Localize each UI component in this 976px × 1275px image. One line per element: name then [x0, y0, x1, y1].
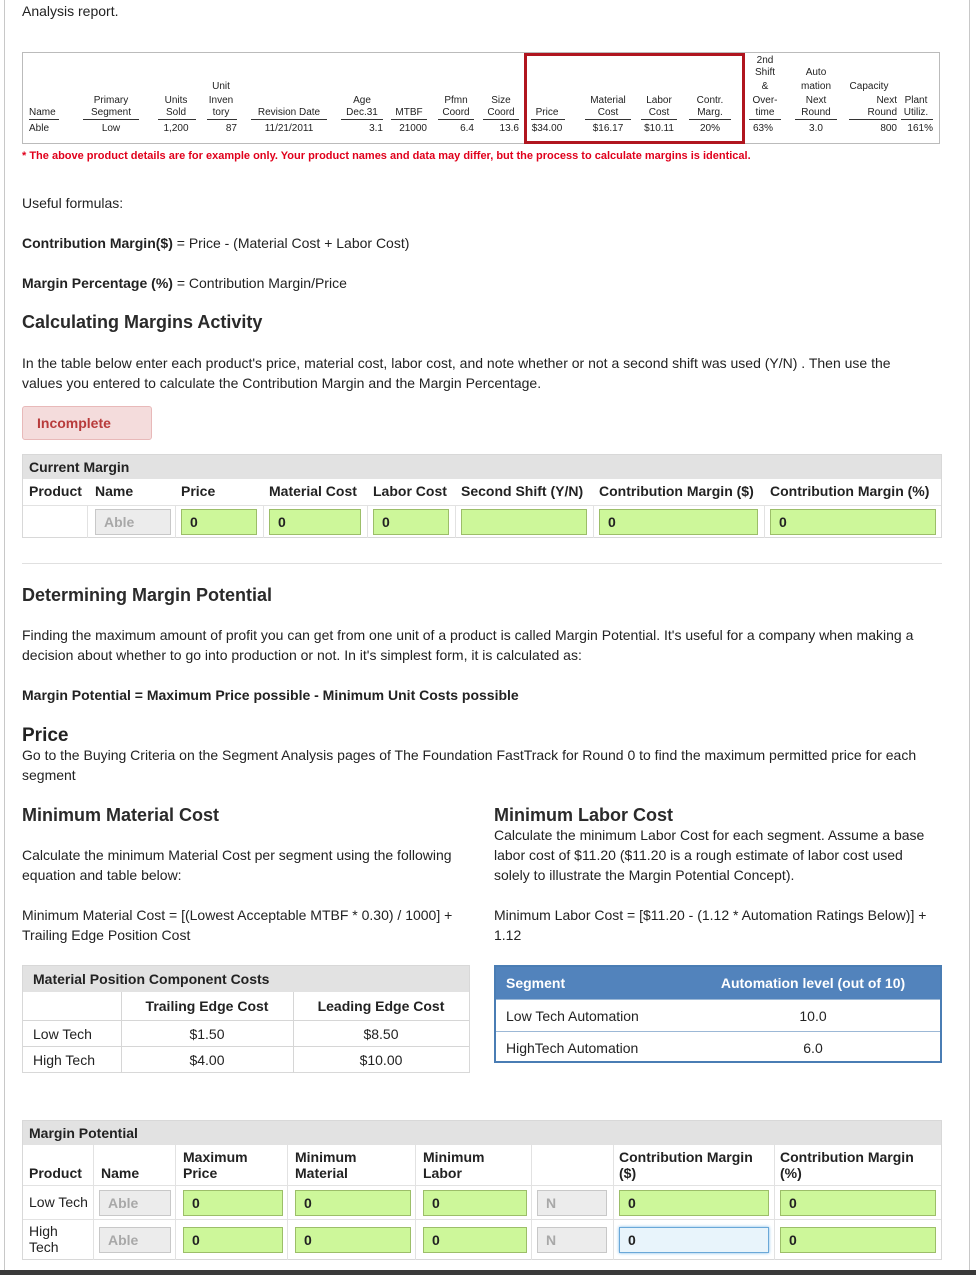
mp-min-labor-input[interactable]: 0: [423, 1227, 527, 1253]
cm-shift-input[interactable]: [461, 509, 587, 535]
material-position-table: [22, 965, 470, 1073]
pt-header-pfmn-2: Coord: [442, 107, 470, 118]
mp-row-product-1: High: [29, 1223, 58, 1239]
pt-val-mtbf: 21000: [399, 123, 427, 134]
mp-shift-field[interactable]: N: [537, 1190, 607, 1216]
mp-min-material-input[interactable]: 0: [295, 1227, 411, 1253]
pt-header-labor-2: Cost: [648, 107, 670, 118]
mp-col-min-material: [295, 1149, 356, 1181]
pt-header-labor-1: Labor: [646, 95, 672, 106]
pt-header-util-1: Plant: [904, 95, 928, 106]
pt-header-auto-4: Round: [801, 107, 831, 118]
pt-val-inventory: 87: [225, 123, 237, 134]
mp-min-labor-input[interactable]: 0: [423, 1190, 527, 1216]
formula-cm-text: = Price - (Material Cost + Labor Cost): [172, 235, 410, 251]
mp-col-min-material-1: Minimum: [295, 1149, 357, 1165]
bottom-bar: [0, 1270, 976, 1275]
mp-col-min-labor: [423, 1149, 484, 1181]
pt-val-util: 161%: [907, 123, 933, 134]
mp-cm-percent-input[interactable]: 0: [780, 1190, 936, 1216]
pt-header-price: Price: [535, 107, 559, 118]
pt-header-shift-2: Shift: [754, 67, 775, 78]
mpc-row-trailing: $1.50: [189, 1026, 225, 1042]
pt-header-units-2: Sold: [165, 107, 186, 118]
pt-val-material: $16.17: [592, 123, 624, 134]
mpc-row-trailing: $4.00: [189, 1052, 225, 1068]
pt-header-util-2: Utiliz.: [903, 107, 929, 118]
report-title: Analysis report.: [22, 3, 119, 19]
current-margin-table: [22, 454, 942, 538]
seg-row: [496, 999, 940, 1031]
section-divider: [22, 563, 942, 564]
segment-automation-table: [494, 965, 942, 1063]
mpc-row-label: Low Tech: [33, 1026, 92, 1042]
mp-col-cm-percent-1: Contribution Margin: [780, 1149, 914, 1165]
mpc-col-leading: Leading Edge Cost: [317, 998, 445, 1014]
mpc-title: Material Position Component Costs: [23, 966, 469, 992]
formula-mp-text: = Contribution Margin/Price: [172, 275, 347, 291]
cm-cm-dollar-input[interactable]: 0: [599, 509, 758, 535]
mp-cm-dollar-input[interactable]: 0: [619, 1190, 769, 1216]
pt-val-price: $34.00: [531, 123, 563, 134]
example-note: * The above product details are for example only. Your product names and data may differ, but the process to calculate margins is identical.: [22, 150, 751, 162]
cm-col-cm-dollar: Contribution Margin ($): [599, 483, 754, 499]
pt-val-units: 1,200: [163, 123, 189, 134]
seg-row-level: 6.0: [803, 1040, 823, 1056]
mp-col-cm-percent: [780, 1149, 914, 1181]
pt-header-units-1: Units: [164, 95, 188, 106]
mpc-col-trailing: Trailing Edge Cost: [145, 998, 269, 1014]
pt-header-contr-2: Marg.: [697, 107, 723, 118]
formula-contribution-margin: [22, 233, 409, 253]
cm-name-field[interactable]: Able: [95, 509, 171, 535]
pt-val-contr: 20%: [699, 123, 720, 134]
pt-header-auto-3: Next: [805, 95, 827, 106]
mp-min-material-input[interactable]: 0: [295, 1190, 411, 1216]
mp-col-cm-dollar: [619, 1149, 753, 1181]
min-material-formula: Minimum Material Cost = [(Lowest Acceptable MTBF * 0.30) / 1000] + Trailing Edge Position Cost: [22, 907, 453, 943]
pt-header-pfmn-1: Pfmn: [444, 95, 468, 106]
formula-mp-label: Margin Percentage (%): [22, 275, 173, 291]
pt-header-shift-5: time: [755, 107, 775, 118]
pt-val-auto: 3.0: [809, 123, 823, 134]
pt-header-cap-1: Capacity: [849, 81, 889, 92]
pt-header-shift-3: &: [761, 81, 769, 92]
pt-header-material-2: Cost: [597, 107, 619, 118]
mp-row-product: Low Tech: [29, 1194, 88, 1210]
min-material-title: Minimum Material Cost: [22, 805, 220, 825]
highlight-box: [524, 53, 745, 144]
mp-col-min-material-2: Material: [295, 1165, 348, 1181]
mp-col-cm-percent-2: (%): [780, 1165, 802, 1181]
seg-header-row: [496, 967, 940, 999]
mp-cm-dollar-input[interactable]: 0: [619, 1227, 769, 1253]
formula-cm-label: Contribution Margin($): [22, 235, 173, 251]
potential-title: Determining Margin Potential: [22, 585, 273, 605]
potential-formula: Margin Potential = Maximum Price possible - Minimum Unit Costs possible: [22, 687, 519, 703]
pt-val-shift: 63%: [752, 123, 773, 134]
pt-header-revision: Revision Date: [257, 107, 321, 118]
formulas-intro: Useful formulas:: [22, 195, 124, 211]
seg-row: [496, 1031, 940, 1063]
min-material-body: Calculate the minimum Material Cost per segment using the following equation and table below:: [22, 847, 452, 883]
pt-header-cap-3: Round: [867, 107, 897, 118]
pt-header-auto-1: Auto: [805, 67, 827, 78]
mp-shift-field[interactable]: N: [537, 1227, 607, 1253]
mp-col-product: Product: [29, 1165, 82, 1181]
pt-val-size: 13.6: [499, 123, 519, 134]
product-summary-table: [22, 52, 940, 144]
cm-col-material: Material Cost: [269, 483, 357, 499]
pt-header-mtbf: MTBF: [395, 107, 423, 118]
seg-row-name: Low Tech Automation: [506, 1008, 639, 1024]
pt-header-segment-1: Primary: [93, 95, 129, 106]
cm-col-cm-percent: Contribution Margin (%): [770, 483, 930, 499]
pt-val-age: 3.1: [369, 123, 383, 134]
mp-cm-percent-input[interactable]: 0: [780, 1227, 936, 1253]
mp-row-name-field[interactable]: Able: [99, 1227, 171, 1253]
price-body: Go to the Buying Criteria on the Segment Analysis pages of The Foundation FastTrack for Round 0 to find the maximum permitted price for each segment: [22, 747, 917, 783]
min-labor-formula: Minimum Labor Cost = [$11.20 - (1.12 * Automation Ratings Below)] + 1.12: [494, 907, 927, 943]
mpc-row-leading: $10.00: [359, 1052, 403, 1068]
seg-col-automation: Automation level (out of 10): [720, 975, 906, 991]
formula-margin-percentage: [22, 273, 347, 293]
mp-col-cm-dollar-1: Contribution Margin: [619, 1149, 753, 1165]
activity-title: Calculating Margins Activity: [22, 312, 263, 332]
mp-col-cm-dollar-2: ($): [619, 1165, 637, 1181]
seg-col-segment: Segment: [506, 975, 566, 991]
pt-val-capacity: 800: [880, 123, 897, 134]
pt-header-inv-2: Inven: [208, 95, 234, 106]
cm-col-labor: Labor Cost: [373, 483, 447, 499]
price-title: Price: [22, 725, 69, 746]
pt-header-shift-4: Over-: [752, 95, 778, 106]
mp-max-price-input[interactable]: 0: [183, 1190, 283, 1216]
mp-title: Margin Potential: [23, 1121, 941, 1145]
mp-row-product-2: Tech: [29, 1239, 59, 1255]
pt-header-contr-1: Contr.: [696, 95, 724, 106]
mpc-row-leading: $8.50: [363, 1026, 399, 1042]
pt-header-shift-1: 2nd: [756, 55, 774, 66]
pt-val-pfmn: 6.4: [460, 123, 474, 134]
status-badge: Incomplete: [22, 406, 152, 440]
potential-body: Finding the maximum amount of profit you can get from one unit of a product is called Margin Potential. It's useful for a company when making a decision about whether to go into production or not. In it's simplest form, it is calculated as:: [22, 627, 914, 663]
pt-header-name: Name: [29, 107, 56, 118]
mp-row-name-field[interactable]: Able: [99, 1190, 171, 1216]
mp-col-max-price: [183, 1149, 248, 1181]
seg-row-level: 10.0: [799, 1008, 827, 1024]
pt-header-size-1: Size: [491, 95, 511, 106]
pt-header-age-2: Dec.31: [346, 107, 378, 118]
pt-val-name: Able: [29, 123, 50, 134]
activity-instructions: In the table below enter each product's price, material cost, labor cost, and note whether or not a second shift was used (Y/N) . Then use the values you entered to calculate the Contribution Margin and the Margin Percentage.: [22, 355, 891, 391]
pt-header-auto-2: mation: [800, 81, 831, 92]
current-margin-title: Current Margin: [23, 455, 941, 479]
pt-header-inv-1: Unit: [212, 81, 230, 92]
min-labor-title: Minimum Labor Cost: [494, 805, 673, 825]
pt-header-cap-2: Next: [876, 95, 897, 106]
pt-val-segment: Low: [101, 123, 121, 134]
pt-val-revision: 11/21/2011: [264, 123, 314, 134]
cm-col-name: Name: [95, 483, 134, 499]
mp-col-name: Name: [101, 1165, 140, 1181]
pt-header-inv-3: tory: [212, 107, 230, 118]
pt-header-size-2: Coord: [487, 107, 515, 118]
pt-header-age-1: Age: [353, 95, 371, 106]
cm-col-price: Price: [181, 483, 216, 499]
mp-max-price-input[interactable]: 0: [183, 1227, 283, 1253]
seg-row-name: HighTech Automation: [506, 1040, 639, 1056]
mp-row-product: [29, 1223, 59, 1255]
mp-col-max-price-2: Price: [183, 1165, 218, 1181]
mpc-row-label: High Tech: [33, 1052, 96, 1068]
margin-potential-table: [22, 1120, 942, 1260]
pt-header-material-1: Material: [590, 95, 626, 106]
cm-material-input[interactable]: 0: [269, 509, 361, 535]
cm-labor-input[interactable]: 0: [373, 509, 449, 535]
pt-header-segment-2: Segment: [90, 107, 132, 118]
mp-col-min-labor-1: Minimum: [423, 1149, 485, 1165]
pt-val-labor: $10.11: [644, 123, 674, 134]
cm-cm-percent-input[interactable]: 0: [770, 509, 936, 535]
cm-col-product: Product: [29, 483, 82, 499]
mp-col-min-labor-2: Labor: [423, 1165, 462, 1181]
mp-col-max-price-1: Maximum: [183, 1149, 248, 1165]
min-labor-body: Calculate the minimum Labor Cost for each segment. Assume a base labor cost of $11.20 ($11.20 is a rough estimate of labor cost used solely to illustrate the Margin Potential Concept).: [494, 827, 925, 883]
cm-price-input[interactable]: 0: [181, 509, 257, 535]
cm-col-shift: Second Shift (Y/N): [461, 483, 584, 499]
